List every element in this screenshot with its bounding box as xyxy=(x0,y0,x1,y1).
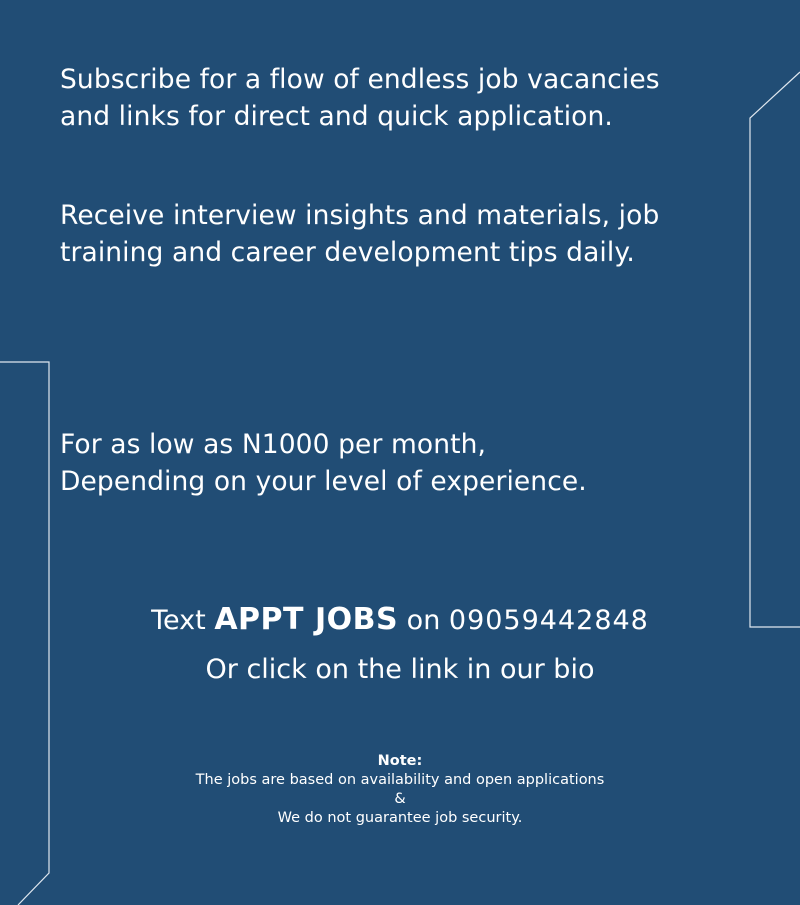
pricing-paragraph xyxy=(60,426,587,500)
bio-link-line: Or click on the link in our bio xyxy=(205,654,595,685)
note-line: We do not guarantee job security. xyxy=(277,810,523,826)
note-line: The jobs are based on availability and open applications xyxy=(195,772,605,788)
text-instruction-line xyxy=(0,598,800,643)
paragraph-line: training and career development tips daily. xyxy=(60,237,635,268)
paragraph-line: Subscribe for a flow of endless job vacancies xyxy=(60,64,660,95)
note-line: & xyxy=(394,791,406,807)
insights-paragraph xyxy=(60,197,659,271)
cta-middle: on xyxy=(398,605,449,636)
note-title: Note: xyxy=(377,753,423,769)
cta-prefix: Text xyxy=(151,605,215,636)
note-block xyxy=(0,752,800,828)
paragraph-line: and links for direct and quick application. xyxy=(60,101,613,132)
paragraph-line: Receive interview insights and materials, job xyxy=(60,200,660,231)
subscribe-paragraph xyxy=(60,61,660,135)
paragraph-line: For as low as N1000 per month, xyxy=(60,429,487,460)
phone-number: 09059442848 xyxy=(448,605,649,636)
right-frame-line xyxy=(750,72,800,627)
paragraph-line: Depending on your level of experience. xyxy=(60,466,587,497)
brand-keyword: APPT JOBS xyxy=(214,602,399,637)
